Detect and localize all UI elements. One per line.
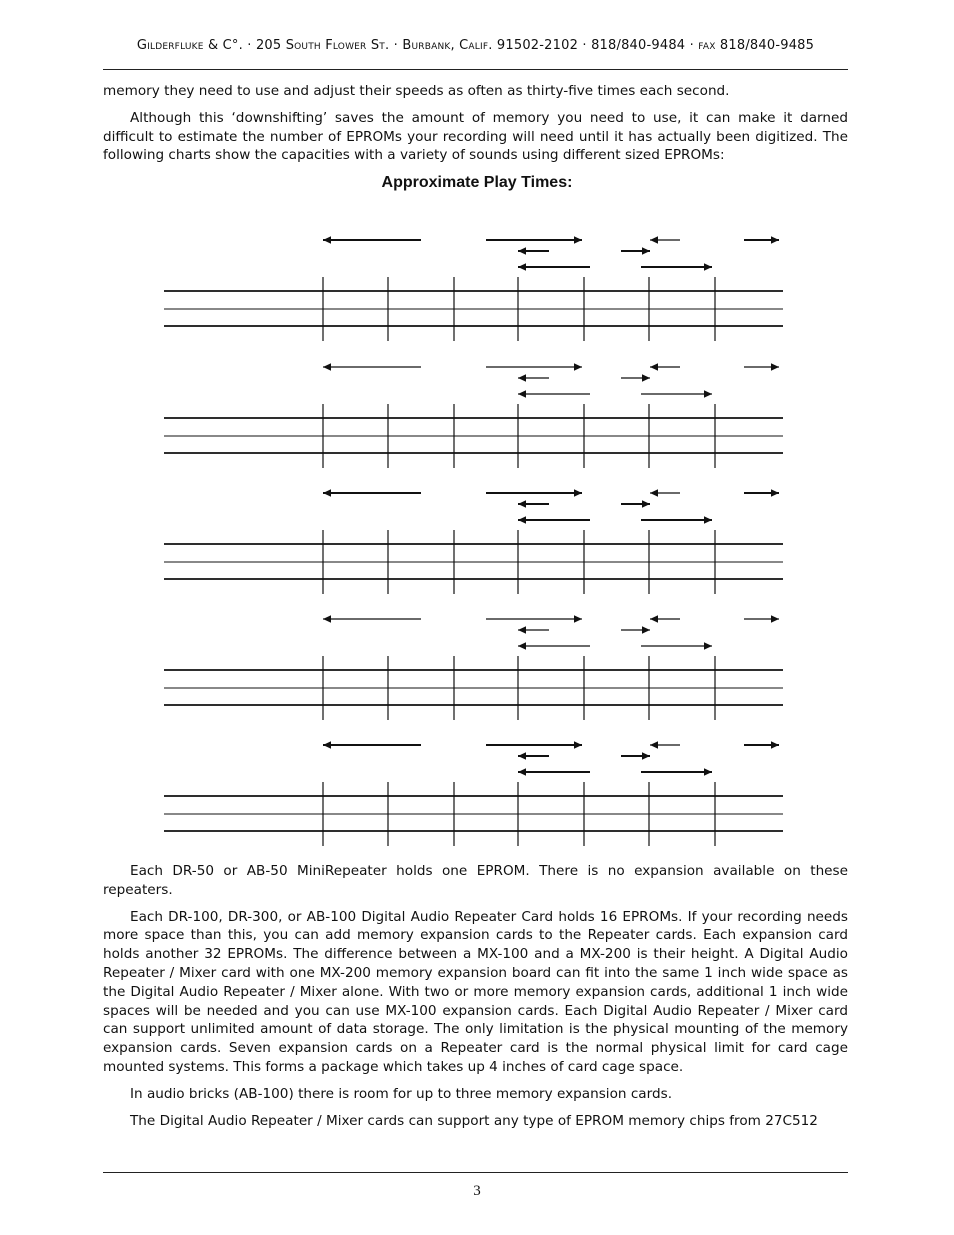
range-arrow-head [323,489,331,497]
header-company: Gilderfluke & C°. [136,38,243,53]
range-arrow-head [574,615,582,623]
paragraph: Each DR-50 or AB-50 MiniRepeater holds one EPROM. There is no expansion available on these repeaters. [103,863,848,898]
range-arrow-head [574,489,582,497]
header-separator: · [689,38,694,53]
range-arrow-head [518,768,526,776]
range-arrow-head [771,363,779,371]
header-city: Burbank, Calif. [402,38,493,53]
range-arrow-head [323,615,331,623]
range-arrow-head [642,500,650,508]
range-arrow-head [704,768,712,776]
section-title: Approximate Play Times: [381,174,573,191]
range-arrow-head [574,741,582,749]
range-arrow-head [518,642,526,650]
range-arrow-head [642,626,650,634]
range-arrow-head [771,236,779,244]
range-arrow-head [771,741,779,749]
range-arrow-head [574,236,582,244]
range-arrow-head [650,741,658,749]
range-arrow-head [518,390,526,398]
range-arrow-head [650,489,658,497]
range-arrow-head [574,363,582,371]
range-arrow-head [518,374,526,382]
range-arrow-head [704,263,712,271]
header-phone: 818/840-9484 [591,38,686,53]
header-fax-label: fax [698,38,716,53]
range-arrow-head [518,626,526,634]
range-arrow-head [518,752,526,760]
paragraph: In audio bricks (AB-100) there is room for up to three memory expansion cards. [130,1085,673,1102]
range-arrow-head [650,615,658,623]
range-arrow-head [704,642,712,650]
range-arrow-head [518,516,526,524]
range-arrow-head [650,236,658,244]
footer-rule [103,1172,848,1173]
body-text [103,862,848,1130]
range-arrow-head [642,374,650,382]
range-arrow-head [518,500,526,508]
paragraph: Each DR-100, DR-300, or AB-100 Digital Audio Repeater Card holds 16 EPROMs. If your recording needs more space than this, you can add memory expansion cards to the Repeater cards. Each expansion card holds another 32 EPROMs. The difference between a MX-100 and a MX-200 is their height. A Digital Audio Repeater / Mixer card with one MX-200 memory expansion board can fit into the same 1 inch wide space as the Digital Audio Repeater / Mixer alone. With two or more memory expansion cards, additional 1 inch wide spaces will be needed and you can use MX-100 expansion cards. Each Digital Audio Repeater / Mixer card can support unlimited amount of data storage. The only limitation is the physical mounting of the memory expansion cards. Seven expansion cards on a Repeater card is the normal physical limit for card cage mounted systems. This forms a package which takes up 4 inches of card cage space. [103,908,848,1075]
header-separator: · [393,38,399,53]
range-arrow-head [642,247,650,255]
range-arrow-head [704,516,712,524]
paragraph: The Digital Audio Repeater / Mixer cards can support any type of EPROM memory chips from 27C512 [130,1112,818,1129]
header-zip: 91502-2102 [496,38,579,53]
range-arrow-head [650,363,658,371]
range-arrow-head [518,263,526,271]
range-arrow-head [323,236,331,244]
header-separator: · [247,38,252,53]
header-separator: · [582,38,587,53]
header-fax: 818/840-9485 [719,38,815,53]
range-arrow-head [323,741,331,749]
range-arrow-head [704,390,712,398]
range-arrow-head [518,247,526,255]
page-number: 3 [473,1183,481,1199]
paragraph: Although this ‘downshifting’ saves the amount of memory you need to use, it can make it darned difficult to estimate the number of EPROMs your recording will need until it has actually been digitized. The following charts show the capacities with a variety of sounds using different sized EPROMs: [103,109,848,164]
paragraph: memory they need to use and adjust their speeds as often as thirty-five times each second. [103,83,730,99]
range-arrow-head [323,363,331,371]
range-arrow-head [771,489,779,497]
header-address: 205 South Flower St. [255,38,390,53]
range-arrow-head [771,615,779,623]
range-arrow-head [642,752,650,760]
